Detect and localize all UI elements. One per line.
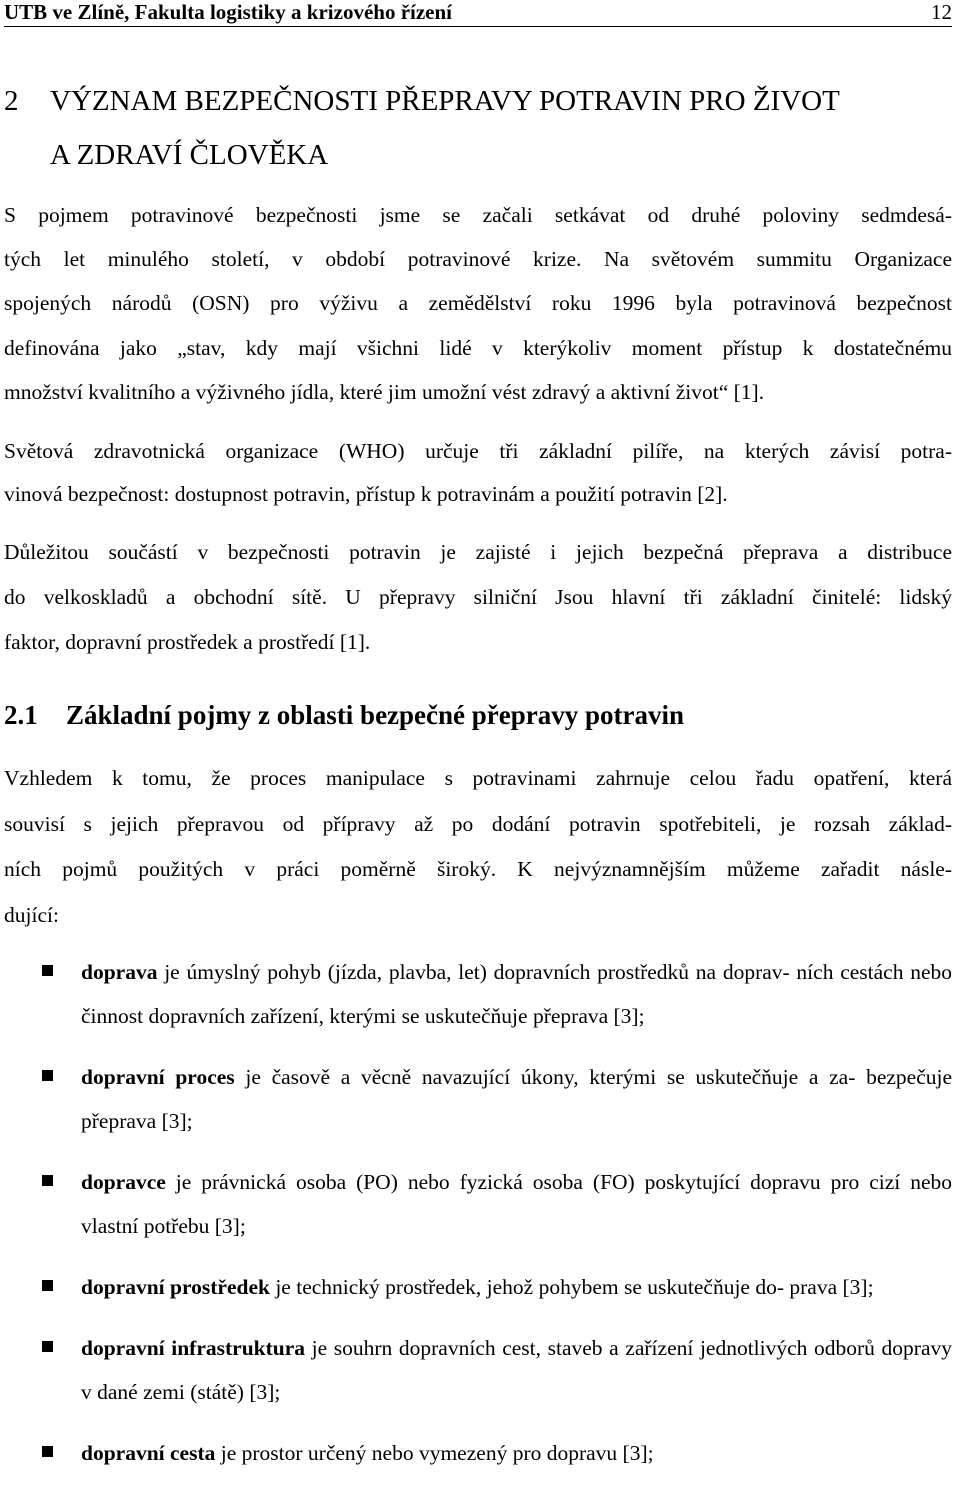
list-item bbox=[4, 1431, 952, 1475]
definition-text: je souhrn dopravních cest, staveb a zařízení jednotlivých odborů dopravy v dané zemi (státě) [3]; bbox=[81, 1336, 952, 1404]
paragraph-line: ních pojmů použitých v práci poměrně široký. K nejvýznamnějším můžeme zařadit násle- bbox=[4, 857, 952, 881]
paragraph-line: dující: bbox=[4, 902, 59, 927]
chapter-heading bbox=[4, 74, 840, 182]
paragraph-line: vinová bezpečnost: dostupnost potravin, přístup k potravinám a použití potravin [2]. bbox=[4, 482, 728, 506]
page-header bbox=[4, 0, 952, 27]
chapter-number: 2 bbox=[4, 85, 19, 117]
square-bullet-icon bbox=[42, 1175, 53, 1186]
square-bullet-icon bbox=[42, 1070, 53, 1081]
section-title: Základní pojmy z oblasti bezpečné přepravy potravin bbox=[66, 700, 685, 730]
paragraph-line: Důležitou součástí v bezpečnosti potravin je zajisté i jejich bezpečná přeprava a distribuce bbox=[4, 540, 952, 564]
square-bullet-icon bbox=[42, 965, 53, 976]
header-title: UTB ve Zlíně, Fakulta logistiky a krizového řízení bbox=[4, 0, 453, 24]
section-heading bbox=[4, 690, 684, 740]
paragraph-line: definována jako „stav, kdy mají všichni lidé v kterýkoliv moment přístup k dostatečnému bbox=[4, 335, 952, 360]
chapter-title bbox=[50, 74, 840, 182]
definition-text: je technický prostředek, jehož pohybem se uskutečňuje do- prava [3]; bbox=[269, 1275, 874, 1299]
paragraph-transport bbox=[4, 530, 952, 665]
definition-term: dopravní proces bbox=[81, 1065, 235, 1089]
list-item bbox=[4, 1160, 952, 1248]
paragraph-line: souvisí s jejich přepravou od přípravy až po dodání potravin spotřebiteli, je rozsah základ- bbox=[4, 811, 952, 836]
paragraph-line: do velkoskladů a obchodní sítě. U přepravy silniční Jsou hlavní tři základní činitelé: lidský bbox=[4, 585, 952, 609]
paragraph-line: tých let minulého století, v období potravinové krize. Na světovém summitu Organizace bbox=[4, 247, 952, 272]
definition-text: je prostor určený nebo vymezený pro dopravu [3]; bbox=[215, 1441, 654, 1465]
paragraph-line: faktor, dopravní prostředek a prostředí [1]. bbox=[4, 630, 371, 654]
paragraph-line: Vzhledem k tomu, že proces manipulace s potravinami zahrnuje celou řadu opatření, která bbox=[4, 766, 952, 790]
definition-list bbox=[4, 950, 952, 1492]
paragraph-line: S pojmem potravinové bezpečnosti jsme se začali setkávat od druhé poloviny sedmdesá- bbox=[4, 203, 952, 227]
definition-term: dopravní infrastruktura bbox=[81, 1336, 306, 1360]
chapter-title-line: VÝZNAM BEZPEČNOSTI PŘEPRAVY POTRAVIN PRO ŽIVOT bbox=[50, 85, 840, 117]
paragraph-intro bbox=[4, 756, 952, 938]
square-bullet-icon bbox=[42, 1280, 53, 1291]
paragraph-line: Světová zdravotnická organizace (WHO) určuje tři základní pilíře, na kterých závisí potra- bbox=[4, 439, 952, 463]
paragraph-line: spojených národů (OSN) pro výživu a zemědělství roku 1996 byla potravinová bezpečnost bbox=[4, 291, 952, 316]
square-bullet-icon bbox=[42, 1446, 53, 1457]
paragraph-who bbox=[4, 430, 952, 516]
page-number: 12 bbox=[931, 0, 952, 24]
definition-term: dopravní cesta bbox=[81, 1441, 216, 1465]
definition-term: dopravní prostředek bbox=[81, 1275, 270, 1299]
paragraph-food-safety bbox=[4, 193, 952, 414]
list-item bbox=[4, 1265, 952, 1309]
section-number: 2.1 bbox=[4, 700, 38, 730]
square-bullet-icon bbox=[42, 1341, 53, 1352]
definition-term: dopravce bbox=[81, 1170, 166, 1194]
definition-text: je úmyslný pohyb (jízda, plavba, let) dopravních prostředků na doprav- ních cestách nebo činnost dopravních zařízení, kterými se uskutečňuje přeprava [3]; bbox=[81, 960, 952, 1028]
definition-text: je právnická osoba (PO) nebo fyzická osoba (FO) poskytující dopravu pro cizí nebo vlastní potřebu [3]; bbox=[81, 1170, 952, 1238]
chapter-title-line: A ZDRAVÍ ČLOVĚKA bbox=[50, 139, 329, 171]
definition-term: doprava bbox=[81, 960, 158, 984]
list-item bbox=[4, 1055, 952, 1143]
definition-text: je časově a věcně navazující úkony, kterými se uskutečňuje a za- bezpečuje přeprava [3]; bbox=[81, 1065, 953, 1133]
list-item bbox=[4, 950, 952, 1038]
paragraph-line: množství kvalitního a výživného jídla, které jim umožní vést zdravý a aktivní život“ [1]. bbox=[4, 379, 765, 404]
list-item bbox=[4, 1326, 952, 1414]
